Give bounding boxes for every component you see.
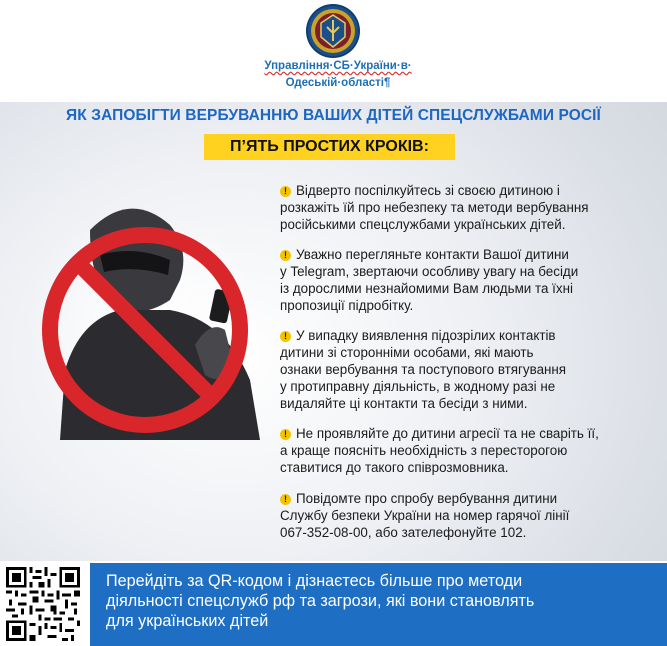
step-2-line-1: Уважно перегляньте контакти Вашої дитини xyxy=(296,247,569,262)
step-4-line-2: а краще поясніть необхідність з пересторогою xyxy=(280,443,568,458)
step-2-line-2: у Telegram, звертаючи особливу увагу на бесіди xyxy=(280,264,579,279)
step-1-line-3: російськими спецслужбами українських дітей. xyxy=(280,217,566,232)
footer-line-2: діяльності спецслужб рф та загрози, які вони становлять xyxy=(106,592,535,610)
step-4 xyxy=(280,425,660,476)
step-3 xyxy=(280,327,660,412)
prohibition-sign-icon xyxy=(20,170,280,440)
step-5-line-1: Повідомте про спробу вербування дитини xyxy=(296,491,558,506)
step-3-line-3: ознаки вербування та поступового втягування xyxy=(280,362,567,377)
step-3-line-4: у протиправну діяльність, в жодному разі не xyxy=(280,379,556,394)
footer-line-1: Перейдіть за QR-кодом і дізнаєтесь більше про методи xyxy=(106,572,523,590)
org-title-line-1: Управління·СБ·України·в· xyxy=(264,60,412,72)
warning-icon: ! xyxy=(280,250,291,261)
org-title xyxy=(252,58,424,100)
steps-banner: П’ЯТЬ ПРОСТИХ КРОКІВ: xyxy=(204,134,455,160)
footer-line-3: для українських дітей xyxy=(106,612,269,630)
step-5-line-2: Службу безпеки України на номер гарячої лінії xyxy=(280,508,570,523)
step-3-line-5: видаляйте ці контакти та бесіди з ними. xyxy=(280,396,528,411)
warning-icon: ! xyxy=(280,494,291,505)
step-4-line-3: ставитися до такого співрозмовника. xyxy=(280,460,509,475)
org-title-line-2: Одеській·області¶ xyxy=(285,77,391,89)
warning-icon: ! xyxy=(280,429,291,440)
step-4-line-1: Не проявляйте до дитини агресії та не сваріть її, xyxy=(296,426,599,441)
footer-text xyxy=(106,571,661,631)
step-2-line-3: із дорослими незнайомими Вам людьми та їхні xyxy=(280,281,573,296)
qr-code-icon[interactable] xyxy=(5,567,81,641)
step-1-line-1: Відверто поспілкуйтесь зі своєю дитиною і xyxy=(296,183,560,198)
warning-icon: ! xyxy=(280,331,291,342)
step-1 xyxy=(280,182,660,233)
step-5-line-3: 067-352-08-00, або зателефонуйте 102. xyxy=(280,525,527,540)
sbu-emblem-icon xyxy=(305,3,361,59)
step-1-line-2: розкажіть їй про небезпеку та методи вербування xyxy=(280,200,589,215)
step-5 xyxy=(280,490,660,541)
warning-icon: ! xyxy=(280,186,291,197)
step-3-line-1: У випадку виявлення підозрілих контактів xyxy=(296,328,556,343)
page-title: ЯК ЗАПОБІГТИ ВЕРБУВАННЮ ВАШИХ ДІТЕЙ СПЕЦСЛУЖБАМИ РОСІЇ xyxy=(66,107,601,124)
step-2-line-4: пропозиції підробітку. xyxy=(280,298,414,313)
step-2 xyxy=(280,246,660,314)
step-3-line-2: дитини зі сторонніми особами, які мають xyxy=(280,345,534,360)
